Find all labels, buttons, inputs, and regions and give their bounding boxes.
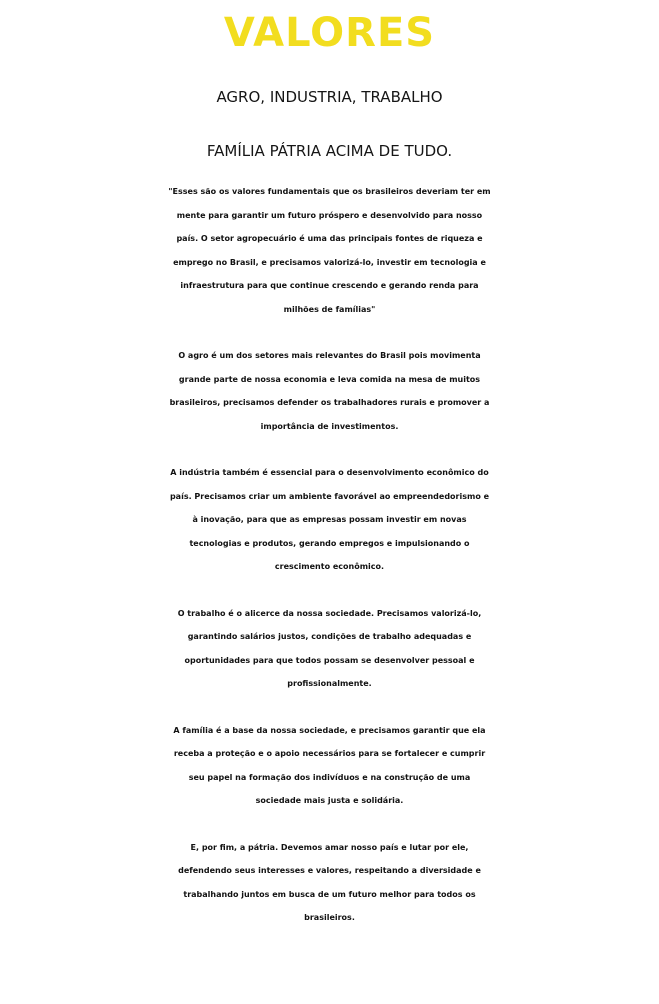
paragraph-intro (0, 180, 659, 321)
text-line: emprego no Brasil, e precisamos valorizá-lo, investir em tecnologia e (173, 257, 486, 267)
text-line: O agro é um dos setores mais relevantes do Brasil pois movimenta (178, 351, 481, 360)
paragraph-trabalho (0, 602, 659, 696)
text-line: grande parte de nossa economia e leva comida na mesa de muitos (178, 374, 481, 384)
text-line: seu papel na formação dos indivíduos e na construção de uma (188, 772, 471, 782)
text-line: infraestrutura para que continue crescendo e gerando renda para (180, 281, 479, 290)
text-line: brasileiros. (304, 913, 355, 922)
paragraph-patria (0, 836, 659, 930)
text-line: A família é a base da nossa sociedade, e precisamos garantir que ela (173, 725, 486, 735)
text-line: brasileiros, precisamos defender os trabalhadores rurais e promover a (169, 398, 490, 407)
text-line: crescimento econômico. (274, 562, 385, 571)
text-line: trabalhando juntos em busca de um futuro melhor para todos os (183, 889, 476, 899)
text-line: "Esses são os valores fundamentais que os brasileiros deveriam ter em (168, 187, 491, 196)
text-line: A indústria também é essencial para o desenvolvimento econômico do (170, 468, 489, 477)
subtitle-line-1: AGRO, INDUSTRIA, TRABALHO (216, 88, 443, 106)
text-line: mente para garantir um futuro próspero e desenvolvido para nosso (176, 210, 483, 220)
text-line: garantindo salários justos, condições de trabalho adequadas e (187, 632, 472, 641)
paragraph-industria (0, 461, 659, 579)
text-line: sociedade mais justa e solidária. (255, 796, 404, 805)
page-title: VALORES (223, 10, 436, 56)
subtitle-line-2: FAMÍLIA PÁTRIA ACIMA DE TUDO. (206, 142, 453, 160)
text-line: milhões de famílias" (283, 304, 376, 314)
text-line: E, por fim, a pátria. Devemos amar nosso país e lutar por ele, (190, 842, 469, 852)
text-line: receba a proteção e o apoio necessários para se fortalecer e cumprir (173, 749, 486, 758)
paragraph-familia (0, 719, 659, 813)
text-line: à inovação, para que as empresas possam investir em novas (192, 515, 467, 524)
text-line: defendendo seus interesses e valores, respeitando a diversidade e (178, 866, 481, 875)
text-line: tecnologias e produtos, gerando empregos e impulsionando o (189, 538, 470, 548)
text-line: país. O setor agropecuário é uma das principais fontes de riqueza e (176, 234, 483, 243)
text-line: profissionalmente. (287, 679, 372, 688)
paragraph-agro (0, 344, 659, 438)
text-line: oportunidades para que todos possam se desenvolver pessoal e (184, 655, 475, 665)
text-line: importância de investimentos. (260, 421, 399, 431)
text-line: país. Precisamos criar um ambiente favorável ao empreendedorismo e (169, 491, 490, 501)
text-line: O trabalho é o alicerce da nossa sociedade. Precisamos valorizá-lo, (177, 608, 482, 618)
body-text (0, 180, 659, 953)
